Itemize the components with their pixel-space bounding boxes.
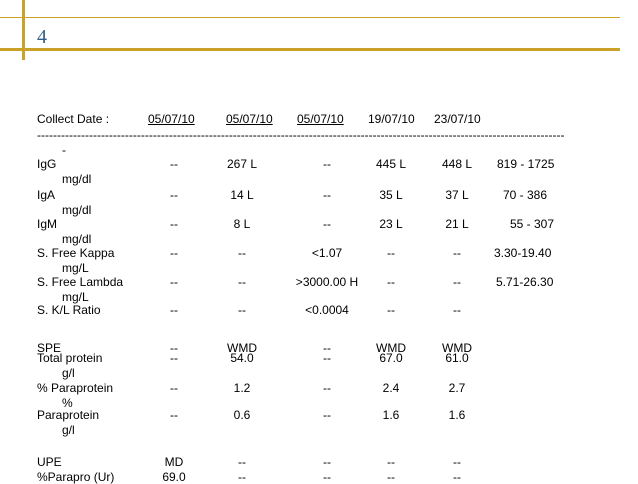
row-unit: mg/dl xyxy=(62,232,92,246)
row-value: 67.0 xyxy=(379,351,403,365)
row-value: >3000.00 H xyxy=(295,275,359,289)
row-value: -- xyxy=(323,188,331,202)
accent-header-line xyxy=(0,48,620,51)
row-value: -- xyxy=(387,275,395,289)
row-unit: mg/dl xyxy=(62,203,92,217)
collect-date-label: Collect Date : xyxy=(37,112,110,126)
row-name: S. Free Kappa xyxy=(37,246,115,260)
row-name: Total protein xyxy=(37,351,103,365)
row-value: -- xyxy=(387,470,395,484)
row-value: 35 L xyxy=(379,188,403,202)
row-value: -- xyxy=(170,217,178,231)
collect-date-5: 23/07/10 xyxy=(434,112,481,126)
accent-top-line xyxy=(0,17,620,18)
row-value: -- xyxy=(453,303,461,317)
row-value: -- xyxy=(387,303,395,317)
row-value: -- xyxy=(170,157,178,171)
row-value: -- xyxy=(170,275,178,289)
reference-range: 55 - 307 xyxy=(510,217,555,231)
row-name: IgG xyxy=(37,157,57,171)
reference-range: 819 - 1725 xyxy=(497,157,555,171)
row-value: 23 L xyxy=(379,217,403,231)
row-value: -- xyxy=(170,341,178,355)
row-value: 448 L xyxy=(441,157,473,171)
dashed-separator: ------------------------------------------------------------------------------------------------------------------------------------ xyxy=(37,128,565,142)
row-value: -- xyxy=(453,455,461,469)
row-value: -- xyxy=(238,470,246,484)
row-value: -- xyxy=(170,188,178,202)
row-name: Paraprotein xyxy=(37,408,100,422)
row-value: -- xyxy=(453,470,461,484)
row-value: 37 L xyxy=(445,188,469,202)
row-name: IgA xyxy=(37,188,56,202)
collect-date-2: 05/07/10 xyxy=(226,112,273,126)
row-name: UPE xyxy=(37,455,62,469)
reference-range: 70 - 386 xyxy=(503,188,548,202)
row-value: -- xyxy=(323,217,331,231)
row-name: %Parapro (Ur) xyxy=(37,470,115,484)
row-value: 2.7 xyxy=(448,381,466,395)
row-value: -- xyxy=(170,381,178,395)
row-value: -- xyxy=(170,303,178,317)
dashed-separator-tail: - xyxy=(62,143,66,157)
row-value: 21 L xyxy=(445,217,469,231)
row-value: -- xyxy=(170,246,178,260)
row-value: -- xyxy=(238,275,246,289)
row-value: -- xyxy=(238,246,246,260)
row-unit: mg/L xyxy=(62,261,89,275)
row-name: SPE xyxy=(37,341,62,355)
row-value: MD xyxy=(164,455,184,469)
row-unit: g/l xyxy=(62,366,75,380)
row-value: -- xyxy=(323,351,331,365)
row-value: -- xyxy=(238,303,246,317)
row-value: 1.6 xyxy=(382,408,400,422)
row-value: 69.0 xyxy=(162,470,186,484)
row-unit: g/l xyxy=(62,423,75,437)
row-value: WMD xyxy=(442,341,472,355)
row-value: -- xyxy=(387,455,395,469)
row-value: 445 L xyxy=(375,157,407,171)
row-value: -- xyxy=(323,341,331,355)
row-unit: mg/dl xyxy=(62,172,92,186)
row-value: -- xyxy=(323,455,331,469)
row-value: 267 L xyxy=(226,157,258,171)
row-value: -- xyxy=(170,351,178,365)
row-value: -- xyxy=(453,246,461,260)
row-value: -- xyxy=(453,275,461,289)
row-value: -- xyxy=(323,408,331,422)
accent-vertical-line xyxy=(22,0,25,60)
collect-date-3: 05/07/10 xyxy=(297,112,344,126)
row-value: -- xyxy=(323,157,331,171)
row-value: -- xyxy=(323,470,331,484)
row-value: 2.4 xyxy=(382,381,400,395)
row-value: 8 L xyxy=(233,217,251,231)
row-name: S. K/L Ratio xyxy=(37,303,101,317)
row-unit: % xyxy=(62,396,73,410)
row-value: 1.6 xyxy=(448,408,466,422)
row-unit: mg/L xyxy=(62,290,89,304)
row-value: 54.0 xyxy=(230,351,254,365)
row-value: 14 L xyxy=(230,188,254,202)
row-value: WMD xyxy=(376,341,406,355)
row-value: -- xyxy=(170,408,178,422)
row-value: <0.0004 xyxy=(305,303,349,317)
row-name: % Paraprotein xyxy=(37,381,114,395)
row-value: 1.2 xyxy=(233,381,251,395)
collect-date-1: 05/07/10 xyxy=(148,112,195,126)
row-value: -- xyxy=(238,455,246,469)
row-value: -- xyxy=(323,381,331,395)
slide-number: 4 xyxy=(37,26,47,48)
reference-range: 5.71-26.30 xyxy=(496,275,554,289)
row-value: <1.07 xyxy=(311,246,343,260)
collect-date-4: 19/07/10 xyxy=(368,112,415,126)
row-value: -- xyxy=(387,246,395,260)
row-value: WMD xyxy=(227,341,257,355)
row-value: 0.6 xyxy=(233,408,251,422)
row-value: 61.0 xyxy=(445,351,469,365)
row-name: IgM xyxy=(37,217,58,231)
reference-range: 3.30-19.40 xyxy=(494,246,552,260)
row-name: S. Free Lambda xyxy=(37,275,124,289)
